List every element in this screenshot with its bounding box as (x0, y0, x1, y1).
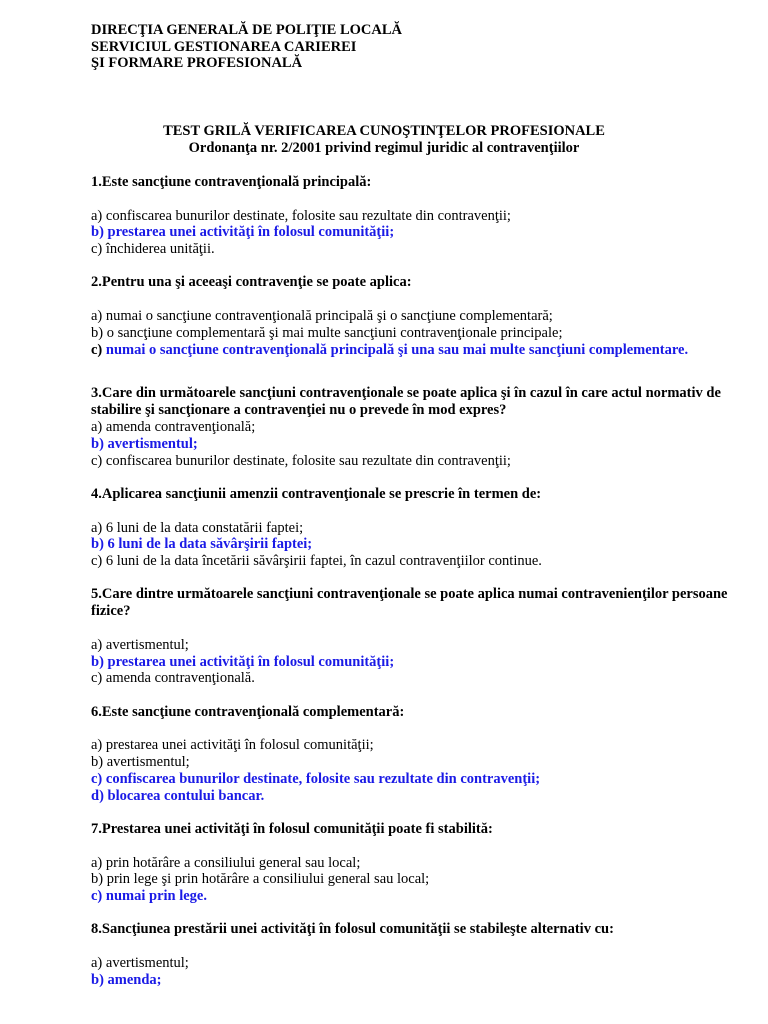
question-text: 7.Prestarea unei activităţi în folosul comunităţii poate fi stabilită: (91, 821, 493, 837)
option-d-correct: d) blocarea contului bancar. (91, 787, 265, 804)
option-a: a) avertismentul; (91, 636, 189, 653)
option-a: a) 6 luni de la data constatării faptei; (91, 519, 304, 536)
question-7 (91, 821, 751, 905)
question-3 (91, 385, 751, 469)
option-c: c) 6 luni de la data încetării săvârşirii faptei, în cazul contravenţiilor continue. (91, 553, 542, 570)
option-b-correct: b) 6 luni de la data săvârşirii faptei; (91, 536, 313, 553)
header-line-2: SERVICIUL GESTIONAREA CARIEREI (91, 38, 357, 55)
test-title (0, 123, 768, 156)
option-c-correct (91, 342, 751, 359)
option-c-correct: c) confiscarea bunurilor destinate, folosite sau rezultate din contravenţii; (91, 770, 541, 787)
option-b: b) avertismentul; (91, 754, 190, 771)
question-2 (91, 274, 751, 358)
title-line-1: TEST GRILĂ VERIFICAREA CUNOŞTINŢELOR PROFESIONALE (163, 123, 605, 139)
question-6 (91, 704, 751, 805)
question-text: 8.Sancţiunea prestării unei activităţi în folosul comunităţii se stabileşte alternativ cu: (91, 921, 614, 938)
question-1 (91, 174, 751, 258)
option-c-text: numai o sancţiune contravenţională principală şi una sau mai multe sancţiuni complementare. (105, 341, 689, 358)
option-a: a) prin hotărâre a consiliului general sau local; (91, 854, 361, 871)
question-5 (91, 586, 751, 687)
option-b-correct: b) prestarea unei activităţi în folosul comunităţii; (91, 224, 395, 241)
question-8 (91, 921, 751, 988)
option-b-correct: b) prestarea unei activităţi în folosul comunităţii; (91, 653, 395, 670)
option-a: a) prestarea unei activităţi în folosul comunităţii; (91, 737, 374, 754)
question-text: 5.Care dintre următoarele sancţiuni contravenţionale se poate aplica numai contravenienţilor persoane fizice? (91, 586, 728, 620)
option-b: b) prin lege şi prin hotărâre a consiliului general sau local; (91, 871, 430, 888)
question-4 (91, 486, 751, 570)
option-b-correct: b) amenda; (91, 971, 162, 988)
option-c: c) închiderea unităţii. (91, 241, 215, 258)
header-line-1: DIRECŢIA GENERALĂ DE POLIŢIE LOCALĂ (91, 22, 403, 38)
option-b: b) o sancţiune complementară şi mai multe sancţiuni contravenţionale principale; (91, 324, 563, 341)
option-c: c) amenda contravenţională. (91, 670, 255, 687)
questions-list (91, 174, 751, 1005)
option-a: a) confiscarea bunurilor destinate, folosite sau rezultate din contravenţii; (91, 207, 511, 224)
institution-header (91, 22, 402, 72)
question-text: 1.Este sancţiune contravenţională principală: (91, 174, 372, 190)
header-line-3: ŞI FORMARE PROFESIONALĂ (91, 55, 303, 71)
option-c-prefix: c) (91, 341, 106, 358)
option-b-correct: b) avertismentul; (91, 435, 198, 452)
question-text: 6.Este sancţiune contravenţională complementară: (91, 703, 405, 720)
question-text: 2.Pentru una şi aceeaşi contravenţie se poate aplica: (91, 274, 412, 291)
option-a: a) amenda contravenţională; (91, 419, 256, 436)
option-a: a) avertismentul; (91, 955, 189, 972)
title-line-2: Ordonanţa nr. 2/2001 privind regimul juridic al contravenţiilor (188, 139, 580, 156)
option-a: a) numai o sancţiune contravenţională principală şi o sancţiune complementară; (91, 308, 553, 325)
option-c-correct: c) numai prin lege. (91, 888, 207, 905)
option-c: c) confiscarea bunurilor destinate, folosite sau rezultate din contravenţii; (91, 452, 511, 469)
question-text: 3.Care din următoarele sancţiuni contravenţionale se poate aplica şi în cazul în care actul normativ de stabilire şi sancţionare a contravenţiei nu o prevede în mod expres? (91, 385, 721, 419)
question-text: 4.Aplicarea sancţiunii amenzii contravenţionale se prescrie în termen de: (91, 485, 542, 502)
